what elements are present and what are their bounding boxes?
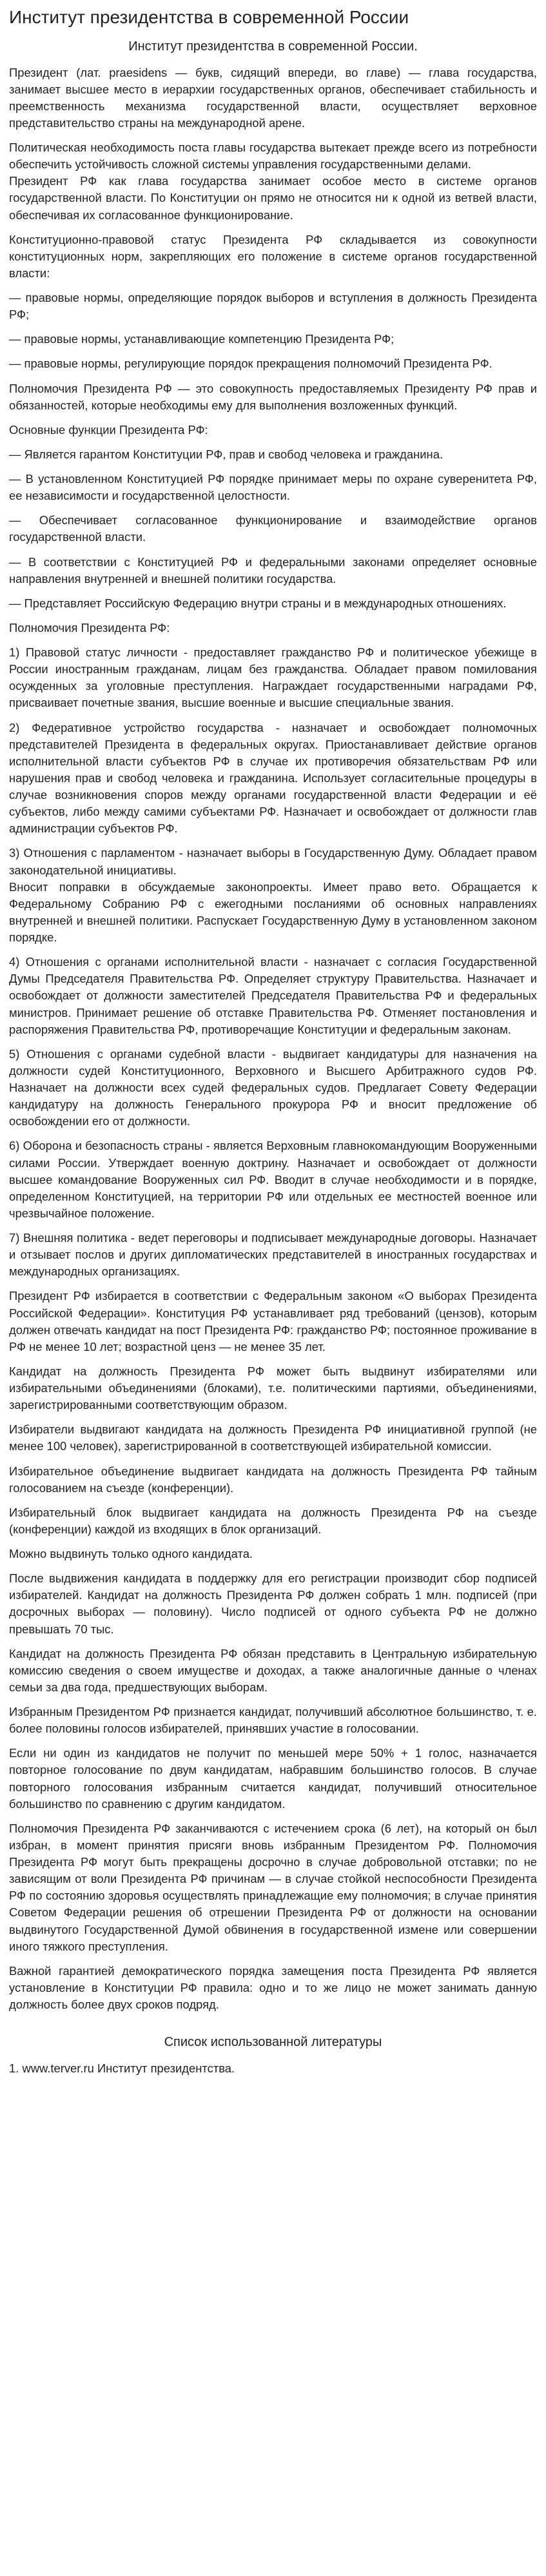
paragraph-text: Конституционно-правовой статус Президента РФ складывается из совокупности конституционных норм, закрепляющих его положение в системе органов государственной власти: (9, 232, 537, 280)
body-paragraph (9, 1421, 537, 1455)
paragraph-text: Можно выдвинуть только одного кандидата. (9, 1547, 253, 1561)
body-paragraph (9, 1963, 537, 2013)
paragraph-text: Избранным Президентом РФ признается кандидат, получивший абсолютное большинство, т. е. более половины голосов избирателей, принявших участие в голосовании. (9, 1705, 537, 1736)
body-paragraph (9, 64, 537, 132)
paragraph-text: Политическая необходимость поста главы государства вытекает прежде всего из потребности обеспечить устойчивость сложной системы управления государственными делами. (9, 141, 537, 172)
paragraph-text: — правовые нормы, определяющие порядок выборов и вступления в должность Президента РФ; (9, 291, 537, 322)
page-title: Институт президентства в современной России (9, 7, 409, 27)
paragraph-text: Если ни один из кандидатов не получит по меньшей мере 50% + 1 голос, назначается повторное голосование по двум кандидатам, набравшим большинство голосов. В случае повторного голосования избранным считается кандидат, получивший относительное большинство по сравнению с другим кандидатом. (9, 1746, 537, 1811)
paragraph-text: Президент (лат. praesidens — букв, сидящий впереди, во главе) — глава государства, занимает высшее место в иерархии государственных органов, обеспечивает стабильность и преемственность механизма государственной власти, осуществляет верховное представительство страны на международной арене. (9, 65, 537, 130)
paragraph-text: — правовые нормы, регулирующие порядок прекращения полномочий Президента РФ. (9, 357, 492, 371)
body-paragraph (9, 512, 537, 546)
references-title: Список использованной литературы (164, 2035, 382, 2050)
paragraph-text: Избирательный блок выдвигает кандидата на должность Президента РФ на съезде (конференции) каждой из входящих в блок организаций. (9, 1505, 537, 1536)
body-paragraph (9, 1646, 537, 1696)
body-paragraph (9, 1704, 537, 1737)
paragraph-text: Полномочия Президента РФ: (9, 620, 170, 634)
paragraph-text: Полномочия Президента РФ — это совокупность предоставляемых Президенту РФ прав и обязанностей, которые необходимы ему для выполнения возложенных функций. (9, 381, 537, 412)
references-list (9, 2060, 537, 2077)
document-body (9, 64, 537, 2014)
paragraph-text: 2) Федеративное устройство государства - назначает и освобождает полномочных представителей Президента в федеральных округах. Приостанавливает действие органов исполнительной власти субъектов РФ в случае их противоречия обязательствам РФ или нарушения прав и свобод человека и гражданина. Использует согласительные процедуры в случае возникновения споров между органами государственной власти Федерации и её субъектов, либо между самими субъектами РФ. Назначает и освобождает от должности глав администрации субъектов РФ. (9, 720, 537, 836)
body-paragraph (9, 139, 537, 224)
paragraph-text: Основные функции Президента РФ: (9, 422, 208, 437)
body-paragraph (9, 290, 537, 323)
body-paragraph (9, 1137, 537, 1222)
paragraph-text: Президент РФ как глава государства занимает особое место в системе органов государственной власти. По Конституции он прямо не относится ни к одной из ветвей власти, обеспечивая их согласованное функционирование. (9, 174, 537, 222)
body-paragraph (9, 355, 537, 372)
body-paragraph (9, 595, 537, 612)
body-paragraph (9, 1463, 537, 1497)
reference-item: 1. www.terver.ru Институт президентства. (9, 2061, 235, 2076)
paragraph-text: — правовые нормы, устанавливающие компетенцию Президента РФ; (9, 332, 395, 346)
paragraph-text: Важной гарантией демократического порядка замещения поста Президента РФ является установление в Конституции РФ правила: одно и то же лицо не может занимать данную должность более двух сроков подряд. (9, 1963, 537, 2012)
body-paragraph (9, 1046, 537, 1130)
body-paragraph (9, 1820, 537, 1955)
body-paragraph (9, 554, 537, 587)
paragraph-text: Президент РФ избирается в соответствии с Федеральным законом «О выборах Президента Российской Федерации». Конституция РФ устанавливает ряд требований (цензов), которым должен отвечать кандидат на пост Президента РФ: гражданство РФ; постоянное проживание в РФ не менее 10 лет; возрастной ценз — не менее 35 лет. (9, 1289, 537, 1353)
paragraph-text: Избиратели выдвигают кандидата на должность Президента РФ инициативной группой (не менее 100 человек), зарегистрированной в соответствующей избирательной комиссии. (9, 1422, 537, 1453)
paragraph-text: — В соответствии с Конституцией РФ и федеральными законами определяет основные направления внутренней и внешней политики государства. (9, 555, 537, 585)
paragraph-text: — В установленном Конституцией РФ порядке принимает меры по охране суверенитета РФ, ее независимости и государственной целостности. (9, 472, 537, 503)
body-paragraph (9, 1363, 537, 1413)
document-subtitle: Институт президентства в современной России. (128, 39, 418, 54)
body-paragraph (9, 720, 537, 838)
paragraph-text: 6) Оборона и безопасность страны - является Верховным главнокомандующим Вооруженными силами России. Утверждает военную доктрину. Назначает и освобождает от должности высшее командование Вооруженных сил РФ. Вводит в случае необходимости и в порядке, определенном Конституцией, на территории РФ или отдельных ее местностей военное или чрезвычайное положение. (9, 1139, 537, 1220)
paragraph-text: 7) Внешняя политика - ведет переговоры и подписывает международные договоры. Назначает и отзывает послов и других дипломатических представителей в иностранных государствах и международных организациях. (9, 1231, 537, 1279)
paragraph-text: 1) Правовой статус личности - предоставляет гражданство РФ и политическое убежище в России иностранным гражданам, лицам без гражданства. Обладает правом помилования осужденных за уголовные преступления. Награждает государственными наградами РФ, присваивает почетные звания, высшие военные и высшие специальные звания. (9, 645, 537, 710)
body-paragraph (9, 845, 537, 946)
body-paragraph (9, 471, 537, 504)
paragraph-text: Кандидат на должность Президента РФ обязан представить в Центральную избирательную комиссию сведения о своем имуществе и доходах, а также аналогичные данные о членах семьи за два года, предшествующих выборам. (9, 1646, 537, 1694)
body-paragraph (9, 954, 537, 1038)
paragraph-text: 4) Отношения с органами исполнительной власти - назначает с согласия Государственной Думы Председателя Правительства РФ. Определяет структуру Правительства. Назначает и освобождает от должности заместителей Председателя Правительства РФ и федеральных министров. Принимает решение об отставке Правительства РФ. Отменяет постановления и распоряжения Правительства РФ, противоречащие Конституции и федеральным законам. (9, 955, 537, 1036)
body-paragraph (9, 1230, 537, 1280)
body-paragraph (9, 422, 537, 438)
body-paragraph (9, 1570, 537, 1638)
paragraph-text: Кандидат на должность Президента РФ может быть выдвинут избирателями или избирательными объединениями (блоками), т.е. политическими партиями, объединениями, зарегистрированными соответствующим образом. (9, 1364, 537, 1412)
body-paragraph (9, 620, 537, 636)
paragraph-text: 5) Отношения с органами судебной власти - выдвигает кандидатуры для назначения на должности судей Конституционного, Верховного и Высшего Арбитражного судов РФ. Назначает на должности всех судей федеральных судов. Предлагает Совету Федерации кандидатуру на должность Генерального прокурора РФ и вносит предложение об освобождении его от должности. (9, 1047, 537, 1128)
paragraph-text: После выдвижения кандидата в поддержку для его регистрации производит сбор подписей избирателей. Кандидат на должность Президента РФ должен собрать 1 млн. подписей (при досрочных выборах — половину). Число подписей от одного субъекта РФ не должно превышать 70 тыс. (9, 1571, 537, 1636)
body-paragraph (9, 644, 537, 712)
body-paragraph (9, 446, 537, 463)
body-paragraph (9, 1288, 537, 1355)
body-paragraph (9, 1745, 537, 1813)
body-paragraph (9, 1504, 537, 1538)
paragraph-text: 3) Отношения с парламентом - назначает выборы в Государственную Думу. Обладает правом законодательной инициативы. (9, 846, 537, 877)
body-paragraph (9, 1546, 537, 1562)
body-paragraph (9, 231, 537, 282)
paragraph-text: Вносит поправки в обсуждаемые законопроекты. Имеет право вето. Обращается к Федеральному Собранию РФ с ежегодными посланиями об основных направлениях внутренней и внешней политики. Распускает Государственную Думу в установленном законом порядке. (9, 880, 537, 945)
paragraph-text: Избирательное объединение выдвигает кандидата на должность Президента РФ тайным голосованием на съезде (конференции). (9, 1464, 537, 1495)
paragraph-text: Полномочия Президента РФ заканчиваются с истечением срока (6 лет), на который он был избран, в момент принятия присяги вновь избранным Президентом РФ. Полномочия Президента РФ могут быть прекращены досрочно в случае добровольной отставки; по не зависящим от воли Президента РФ причинам — в случае стойкой неспособности Президента РФ по состоянию здоровья осуществлять принадлежащие ему полномочия; в случае принятия Советом Федерации решения об отрешении Президента РФ от должности на основании выдвинутого Государственной Думой обвинения в государственной измене или совершении иного тяжкого преступления. (9, 1821, 537, 1953)
body-paragraph (9, 380, 537, 414)
body-paragraph (9, 331, 537, 348)
paragraph-text: — Обеспечивает согласованное функционирование и взаимодействие органов государственной власти. (9, 513, 537, 544)
paragraph-text: — Представляет Российскую Федерацию внутри страны и в международных отношениях. (9, 596, 507, 610)
paragraph-text: — Является гарантом Конституции РФ, прав и свобод человека и гражданина. (9, 447, 444, 461)
